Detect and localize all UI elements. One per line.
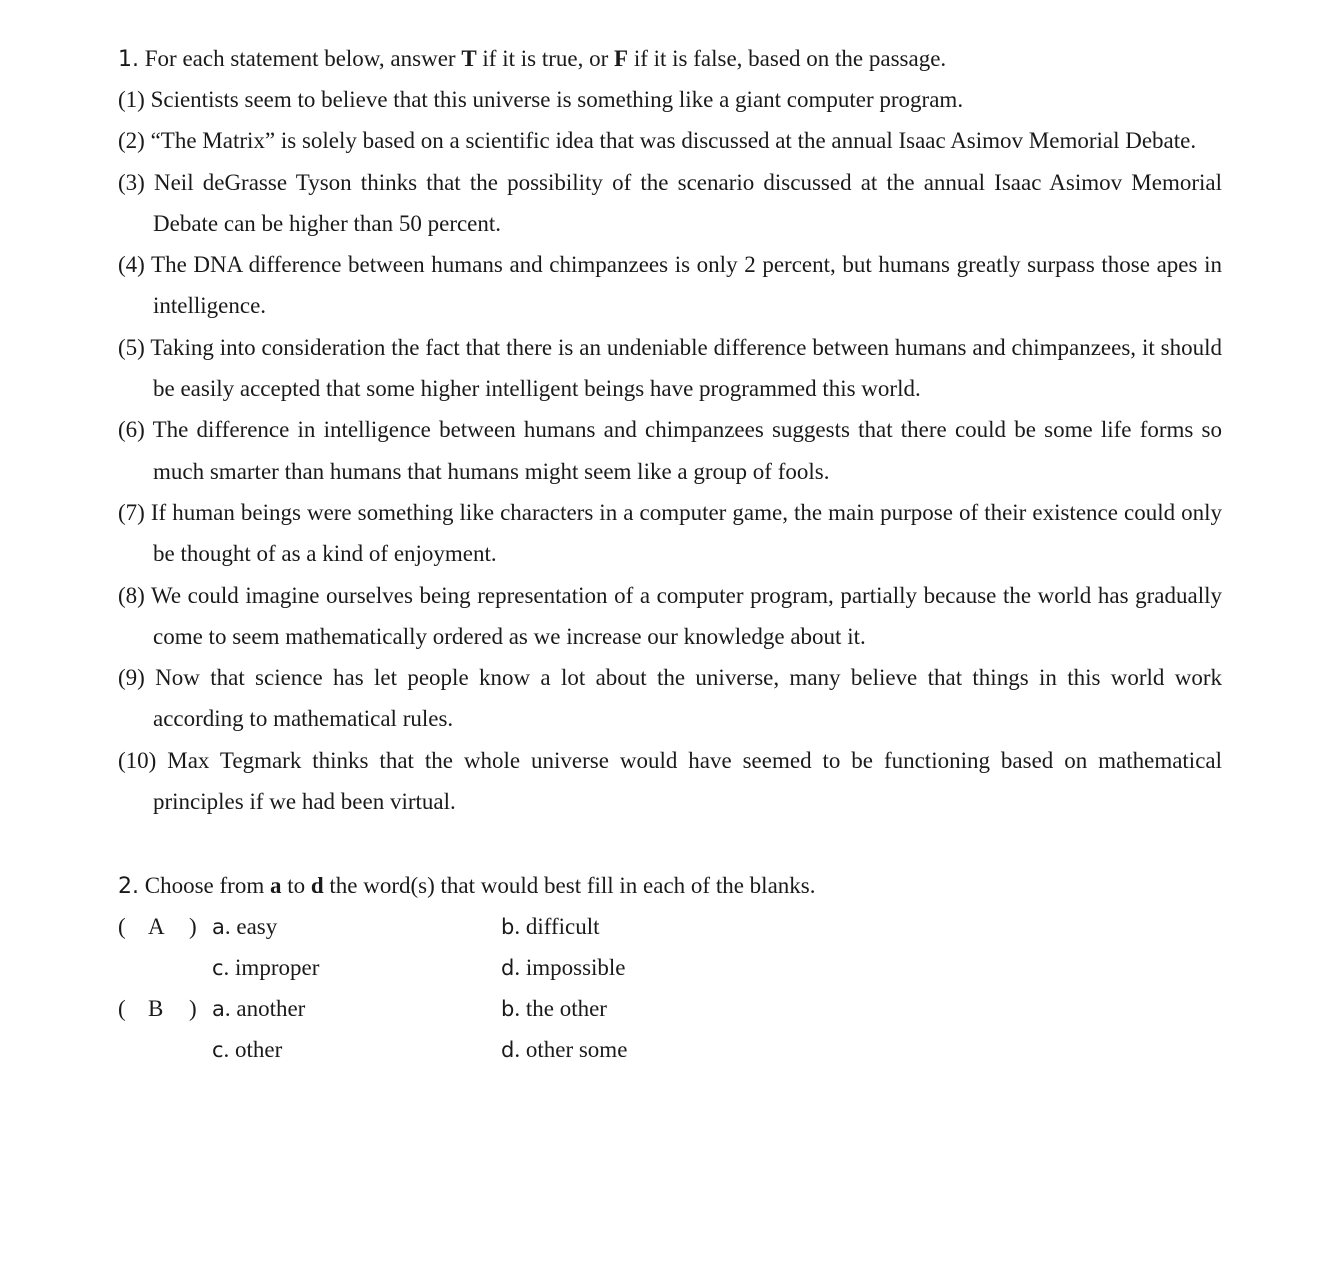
- option-d[interactable]: d. other some: [501, 1037, 628, 1063]
- option-a[interactable]: a. easy: [212, 914, 278, 940]
- statement-label: (5): [118, 334, 145, 360]
- statement-text: Scientists seem to believe that this universe is something like a giant computer program.: [150, 87, 964, 112]
- question-2-instruction: 2. Choose from a to d the word(s) that would best fill in each of the blanks.: [118, 873, 816, 900]
- blank-a-row-1: ( A ) a. easy b. difficult: [118, 906, 1222, 947]
- statement-label: (6): [118, 417, 145, 443]
- statement-text: Max Tegmark thinks that the whole universe would have seemed to be functioning based on mathematical principles if we had been virtual.: [153, 747, 1223, 815]
- statement-label: (8): [118, 582, 145, 608]
- blank-label: A: [148, 914, 165, 940]
- statement-label: (4): [118, 252, 145, 278]
- answer-options: [118, 906, 1222, 1071]
- option-b[interactable]: b. difficult: [501, 914, 600, 940]
- section-spacer: [118, 822, 1222, 865]
- statement-label: (1): [118, 87, 145, 112]
- worksheet: [118, 38, 1222, 1071]
- range-start-letter: a: [269, 873, 282, 899]
- question-1-instruction: 1. For each statement below, answer T if it is true, or F if it is false, based on the passage.: [118, 46, 947, 72]
- statement-3: [118, 162, 1222, 245]
- statement-9: [118, 657, 1222, 740]
- true-letter: T: [461, 46, 477, 71]
- false-letter: F: [614, 46, 629, 71]
- statement-label: (3): [118, 169, 145, 195]
- statement-7: [118, 492, 1222, 575]
- option-a[interactable]: a. another: [212, 996, 306, 1022]
- statement-label: (2): [118, 128, 145, 154]
- blank-b-row-2: [118, 1029, 1222, 1070]
- statement-4: [118, 244, 1222, 327]
- blank-label: B: [148, 996, 164, 1022]
- statement-text: Now that science has let people know a lot about the universe, many believe that things in this world work according to mathematical rules.: [153, 665, 1223, 732]
- statement-label: (7): [118, 499, 145, 525]
- statement-label: (9): [118, 665, 145, 691]
- statement-text: The DNA difference between humans and chimpanzees is only 2 percent, but humans greatly surpass those apes in intelligence.: [151, 252, 1222, 319]
- statement-1: [118, 79, 1222, 120]
- statement-6: [118, 409, 1222, 492]
- statement-text: “The Matrix” is solely based on a scientific idea that was discussed at the annual Isaac Asimov Memorial Debate.: [150, 128, 1197, 154]
- statement-8: [118, 575, 1222, 658]
- statement-text: Taking into consideration the fact that there is an undeniable difference between humans and chimpanzees, it should be easily accepted that some higher intelligent beings have programmed this world.: [150, 334, 1222, 402]
- option-c[interactable]: c. improper: [212, 955, 320, 981]
- statement-text: If human beings were something like characters in a computer game, the main purpose of their existence could only be thought of as a kind of enjoyment.: [150, 499, 1223, 567]
- question-number: 1.: [118, 47, 139, 72]
- blank-a-row-2: [118, 947, 1222, 988]
- option-b[interactable]: b. the other: [501, 996, 607, 1022]
- option-c[interactable]: c. other: [212, 1037, 283, 1063]
- question-number: 2.: [118, 874, 139, 900]
- range-end-letter: d: [310, 873, 324, 899]
- blank-b-row-1: ( B ) a. another b. the other: [118, 988, 1222, 1029]
- statement-5: [118, 327, 1222, 410]
- statement-text: Neil deGrasse Tyson thinks that the possibility of the scenario discussed at the annual Isaac Asimov Memorial Debate can be higher than 50 percent.: [153, 169, 1222, 236]
- statement-10: [118, 740, 1222, 823]
- statement-label: (10): [118, 747, 157, 773]
- option-d[interactable]: d. impossible: [501, 955, 626, 981]
- statement-text: We could imagine ourselves being representation of a computer program, partially because the world has gradually come to seem mathematically ordered as we increase our knowledge about it.: [151, 582, 1222, 649]
- statement-2: [118, 120, 1222, 161]
- statement-text: The difference in intelligence between humans and chimpanzees suggests that there could be some life forms so much smarter than humans that humans might seem like a group of fools.: [152, 417, 1222, 484]
